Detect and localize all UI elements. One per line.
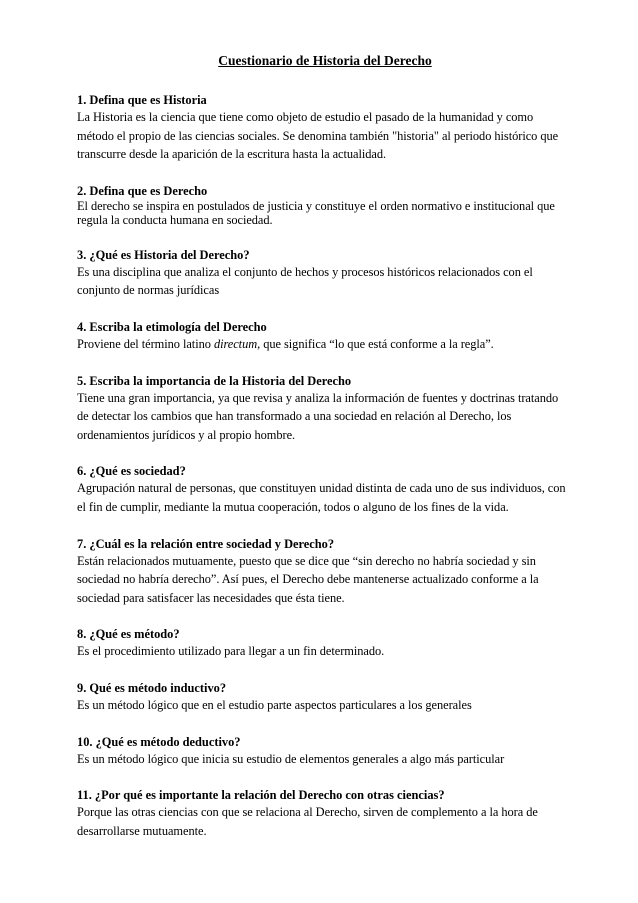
qa-item-6 bbox=[77, 463, 567, 516]
qa-item-9 bbox=[77, 680, 567, 715]
answer-10: Es un método lógico que inicia su estudio de elementos generales a algo más particular bbox=[77, 751, 505, 766]
qa-item-8 bbox=[77, 626, 567, 661]
question-3: 3. ¿Qué es Historia del Derecho? bbox=[77, 247, 250, 262]
qa-item-5 bbox=[77, 373, 567, 445]
answer-4-text-end: , que significa “lo que está conforme a la regla”. bbox=[257, 336, 494, 351]
qa-item-4 bbox=[77, 319, 567, 354]
answer-9: Es un método lógico que en el estudio parte aspectos particulares a los generales bbox=[77, 697, 472, 712]
question-5: 5. Escriba la importancia de la Historia del Derecho bbox=[77, 373, 352, 388]
qa-item-10 bbox=[77, 734, 567, 769]
qa-item-11 bbox=[77, 787, 567, 840]
qa-item-1 bbox=[77, 92, 567, 164]
document-title: Cuestionario de Historia del Derecho bbox=[218, 53, 432, 68]
question-6: 6. ¿Qué es sociedad? bbox=[77, 464, 186, 479]
question-10: 10. ¿Qué es método deductivo? bbox=[77, 734, 241, 749]
question-1: 1. Defina que es Historia bbox=[77, 93, 207, 107]
answer-4 bbox=[77, 335, 567, 354]
qa-item-2 bbox=[77, 183, 567, 228]
question-7: 7. ¿Cuál es la relación entre sociedad y Derecho? bbox=[77, 536, 335, 551]
answer-7: Están relacionados mutuamente, puesto que se dice que “sin derecho no habría sociedad y sin sociedad no habría derecho”. Así pues, el Derecho debe mantenerse actualizado conforme a la sociedad para satisfacer las necesidades que ésta tiene. bbox=[77, 553, 539, 605]
answer-4-latin-term: directum bbox=[213, 336, 258, 351]
qa-item-3 bbox=[77, 247, 567, 300]
answer-4-text-start: Proviene del término latino bbox=[77, 336, 214, 351]
document-page bbox=[77, 52, 567, 859]
answer-8: Es el procedimiento utilizado para llegar a un fin determinado. bbox=[77, 644, 385, 659]
answer-5: Tiene una gran importancia, ya que revisa y analiza la información de fuentes y doctrinas tratando de detectar los cambios que han transformado a una sociedad en relación al Derecho, los ordenamientos jurídicos y al propio hombre. bbox=[77, 390, 559, 442]
answer-1: La Historia es la ciencia que tiene como objeto de estudio el pasado de la humanidad y como método el propio de las ciencias sociales. Se denomina también "historia" al periodo histórico que transcurre desde la aparición de la escritura hasta la actualidad. bbox=[77, 110, 559, 162]
answer-3: Es una disciplina que analiza el conjunto de hechos y procesos históricos relacionados con el conjunto de normas jurídicas bbox=[77, 264, 533, 298]
question-2: 2. Defina que es Derecho bbox=[77, 183, 208, 198]
question-8: 8. ¿Qué es método? bbox=[77, 627, 180, 642]
answer-11: Porque las otras ciencias con que se relaciona al Derecho, sirven de complemento a la hora de desarrollarse mutuamente. bbox=[77, 805, 538, 838]
qa-item-7 bbox=[77, 536, 567, 608]
question-11: 11. ¿Por qué es importante la relación del Derecho con otras ciencias? bbox=[77, 788, 445, 803]
answer-6: Agrupación natural de personas, que constituyen unidad distinta de cada uno de sus individuos, con el fin de cumplir, mediante la mutua cooperación, todos o alguno de los fines de la vida. bbox=[77, 481, 566, 514]
question-4: 4. Escriba la etimología del Derecho bbox=[77, 319, 267, 334]
answer-2: El derecho se inspira en postulados de justicia y constituye el orden normativo e institucional que regula la conducta humana en sociedad. bbox=[77, 198, 555, 228]
question-9: 9. Qué es método inductivo? bbox=[77, 680, 227, 695]
